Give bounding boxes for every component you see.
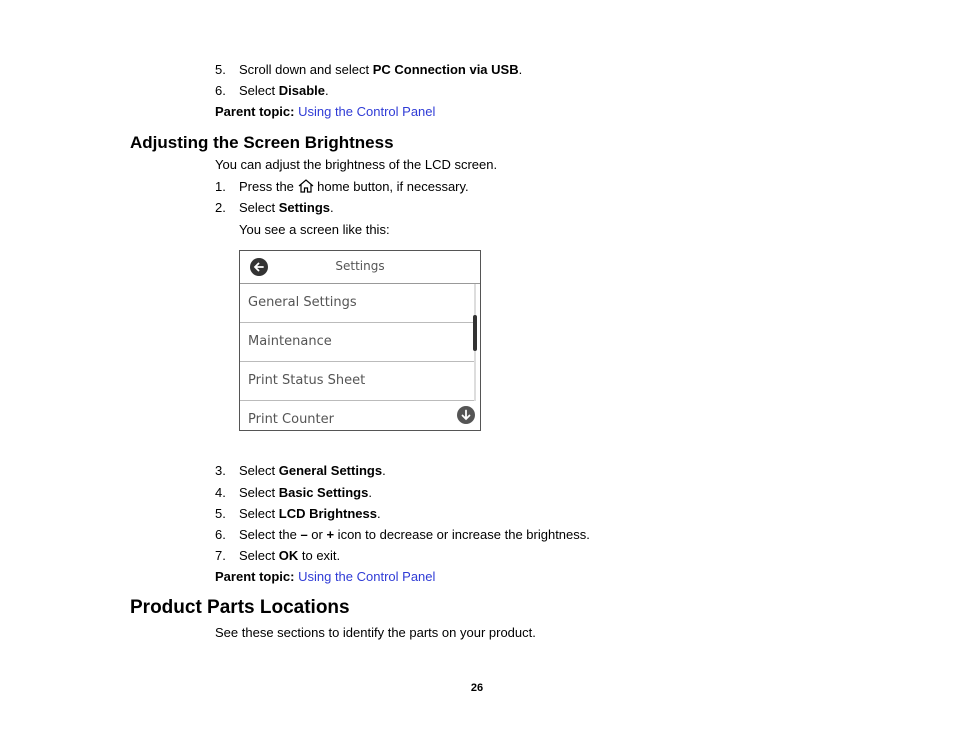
step-text-bold: Settings: [278, 200, 331, 215]
step-text-bold: –: [300, 527, 308, 542]
section-intro: See these sections to identify the parts on your product.: [215, 625, 536, 640]
lcd-title: Settings: [335, 259, 385, 273]
step-text-pre: Press the: [239, 179, 298, 194]
scroll-down-arrow-icon[interactable]: [457, 406, 475, 424]
step-text-pre: Select: [239, 506, 279, 521]
step-text-post: to exit.: [298, 548, 341, 563]
step-text: [239, 485, 372, 501]
step-number: 7.: [215, 548, 226, 563]
parent-topic-label: Parent topic:: [215, 104, 295, 119]
parent-topic-label: Parent topic:: [215, 569, 295, 584]
step-text: [239, 200, 334, 216]
step-text-bold: Disable: [278, 83, 325, 98]
step-text-pre: Select: [239, 83, 279, 98]
step-text: [239, 463, 386, 479]
lcd-item-label: Print Status Sheet: [248, 373, 366, 388]
step-number: 4.: [215, 485, 226, 500]
lcd-item-print-status-sheet[interactable]: [240, 362, 474, 401]
step-text-pre: Select: [239, 548, 279, 563]
step-text: [239, 179, 469, 195]
step-text-pre: Select: [239, 485, 279, 500]
step-text: [239, 62, 522, 78]
step-text-post: .: [376, 506, 381, 521]
step-number: 3.: [215, 463, 226, 478]
step-text-pre: Select: [239, 463, 279, 478]
step-text-post: .: [368, 485, 372, 500]
lcd-header: [240, 251, 480, 284]
step-number: 6.: [215, 527, 226, 542]
lcd-item-label: Maintenance: [248, 334, 332, 349]
step-text: [239, 527, 590, 543]
step-text-post: home button, if necessary.: [313, 179, 469, 194]
step-text-bold: PC Connection via USB: [372, 62, 519, 77]
step-text-mid: or: [307, 527, 327, 542]
step-text: [239, 83, 329, 99]
lcd-item-label: Print Counter: [248, 412, 334, 427]
step-text-bold: General Settings: [278, 463, 383, 478]
step-text-pre: Select: [239, 200, 279, 215]
section-heading-parts: Product Parts Locations: [130, 597, 350, 618]
screen-note: You see a screen like this:: [239, 222, 390, 237]
parent-topic-1: [215, 104, 435, 120]
lcd-item-print-counter[interactable]: [240, 401, 474, 439]
step-text: [239, 548, 340, 564]
section-intro: You can adjust the brightness of the LCD screen.: [215, 157, 498, 172]
step-text-post: .: [382, 463, 386, 478]
step-text-pre: Select the: [239, 527, 301, 542]
step-text-post: icon to decrease or increase the brightness.: [334, 527, 590, 542]
lcd-item-label: General Settings: [248, 295, 357, 310]
step-number: 6.: [215, 83, 226, 98]
parent-topic-2: [215, 569, 435, 585]
parent-topic-link[interactable]: Using the Control Panel: [298, 569, 436, 584]
section-heading-brightness: Adjusting the Screen Brightness: [130, 133, 394, 152]
step-text-post: .: [330, 200, 334, 215]
step-number: 5.: [215, 506, 226, 521]
step-text: [239, 506, 381, 522]
step-text-post: .: [518, 62, 523, 77]
parent-topic-link[interactable]: Using the Control Panel: [298, 104, 436, 119]
step-text-bold: LCD Brightness: [278, 506, 377, 521]
step-text-pre: Scroll down and select: [239, 62, 373, 77]
page-number: 26: [470, 682, 484, 694]
step-number: 2.: [215, 200, 226, 215]
home-icon: [298, 179, 314, 193]
step-text-bold: Basic Settings: [278, 485, 369, 500]
lcd-item-maintenance[interactable]: [240, 323, 474, 362]
lcd-item-general-settings[interactable]: [240, 284, 474, 323]
lcd-settings-screen: [239, 250, 481, 431]
step-text-post: .: [325, 83, 329, 98]
step-number: 5.: [215, 62, 226, 77]
step-number: 1.: [215, 179, 226, 194]
step-text-bold-2: +: [326, 527, 335, 542]
lcd-scrollbar[interactable]: [473, 315, 477, 351]
step-text-bold: OK: [278, 548, 299, 563]
